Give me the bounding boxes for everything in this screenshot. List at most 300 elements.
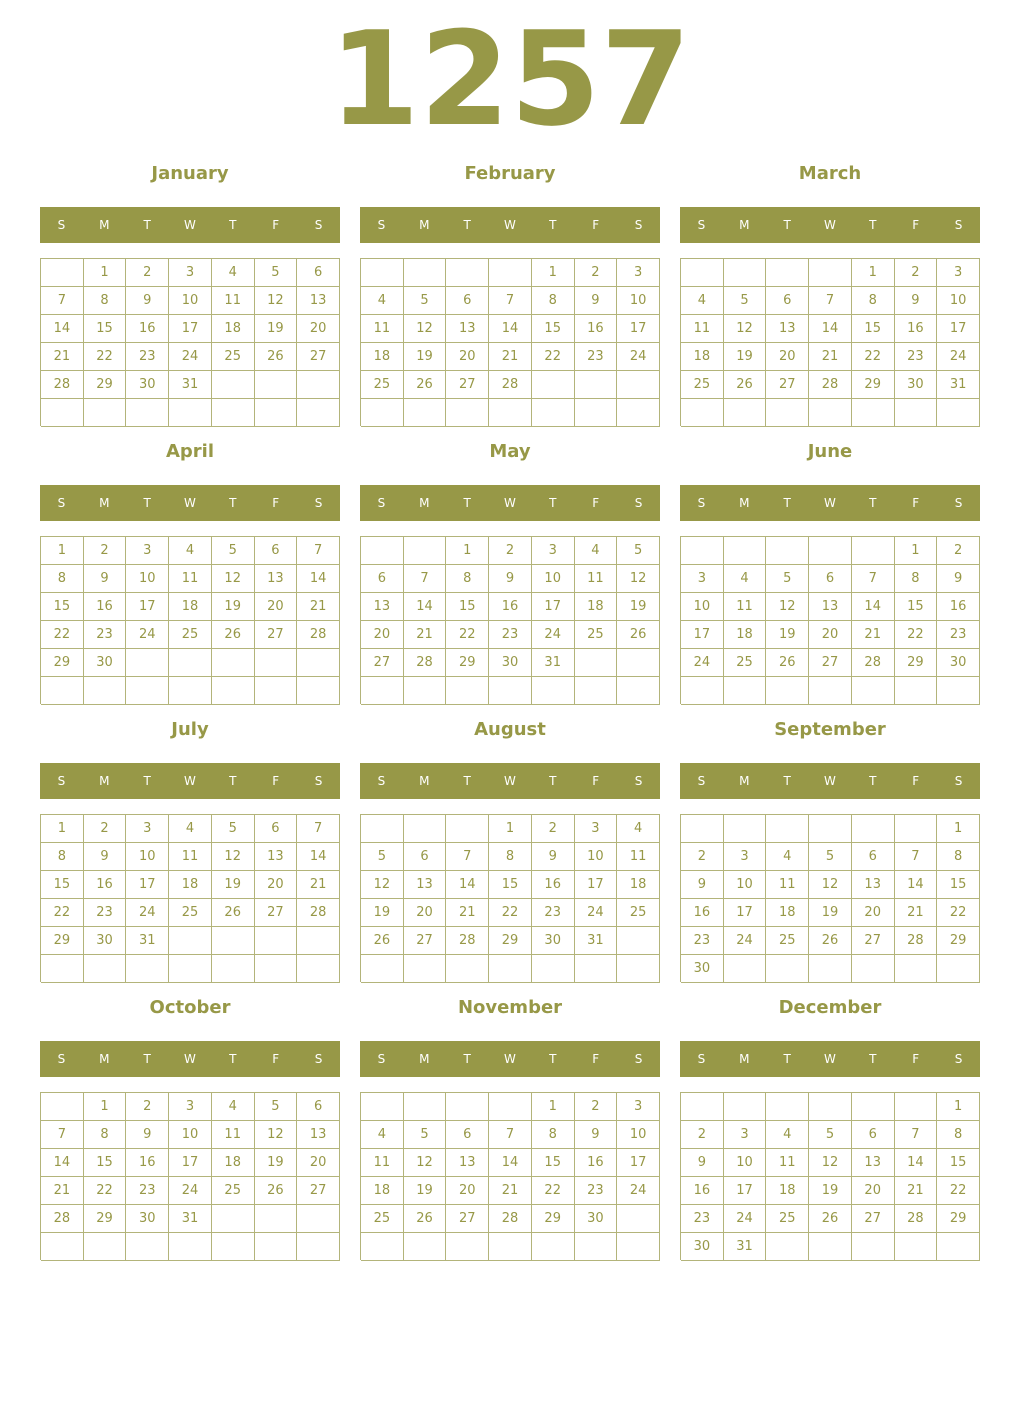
- day-cell: 21: [895, 899, 938, 927]
- day-cell: 20: [297, 315, 340, 343]
- weekday-label: M: [99, 774, 110, 788]
- day-cell: 9: [489, 565, 532, 593]
- weekday-label: T: [229, 1052, 237, 1066]
- day-cell: 3: [126, 537, 169, 565]
- empty-day-cell: [212, 1233, 255, 1261]
- day-cell: 1: [532, 1093, 575, 1121]
- day-cell: 1: [84, 1093, 127, 1121]
- day-cell: 10: [617, 287, 660, 315]
- day-grid: [680, 536, 980, 704]
- day-cell: 13: [766, 315, 809, 343]
- day-cell: 11: [681, 315, 724, 343]
- empty-day-cell: [809, 1233, 852, 1261]
- day-cell: 22: [41, 621, 84, 649]
- day-cell: 21: [489, 1177, 532, 1205]
- day-cell: 10: [532, 565, 575, 593]
- day-cell: 19: [212, 871, 255, 899]
- day-grid: [40, 814, 340, 982]
- day-cell: 5: [809, 1121, 852, 1149]
- day-cell: 5: [404, 287, 447, 315]
- empty-day-cell: [212, 677, 255, 705]
- weekday-label: M: [419, 1052, 430, 1066]
- year-title: 1257: [329, 3, 691, 155]
- weekday-label: S: [377, 1052, 386, 1066]
- empty-day-cell: [724, 1093, 767, 1121]
- day-grid: [360, 1092, 660, 1260]
- empty-day-cell: [489, 1233, 532, 1261]
- day-cell: 3: [724, 843, 767, 871]
- weekday-header: [680, 763, 980, 799]
- day-cell: 15: [937, 1149, 980, 1177]
- day-cell: 21: [489, 343, 532, 371]
- day-cell: 7: [852, 565, 895, 593]
- weekday-label: S: [954, 774, 963, 788]
- day-cell: 19: [212, 593, 255, 621]
- empty-day-cell: [809, 815, 852, 843]
- day-cell: 7: [895, 843, 938, 871]
- empty-day-cell: [766, 955, 809, 983]
- empty-day-cell: [404, 677, 447, 705]
- empty-day-cell: [852, 399, 895, 427]
- weekday-label: W: [184, 218, 196, 232]
- day-cell: 19: [809, 899, 852, 927]
- day-cell: 20: [297, 1149, 340, 1177]
- day-cell: 4: [169, 815, 212, 843]
- weekday-header: [680, 485, 980, 521]
- weekday-label: F: [592, 496, 600, 510]
- day-cell: 16: [575, 1149, 618, 1177]
- empty-day-cell: [212, 927, 255, 955]
- day-cell: 21: [41, 1177, 84, 1205]
- day-cell: 30: [489, 649, 532, 677]
- empty-day-cell: [852, 955, 895, 983]
- day-cell: 26: [404, 371, 447, 399]
- day-cell: 23: [575, 343, 618, 371]
- empty-day-cell: [766, 677, 809, 705]
- day-cell: 11: [361, 315, 404, 343]
- empty-day-cell: [575, 371, 618, 399]
- day-cell: 30: [895, 371, 938, 399]
- day-cell: 24: [937, 343, 980, 371]
- weekday-label: S: [697, 774, 706, 788]
- weekday-label: M: [99, 218, 110, 232]
- day-cell: 22: [532, 1177, 575, 1205]
- month-name: March: [798, 163, 862, 184]
- empty-day-cell: [617, 677, 660, 705]
- day-cell: 1: [41, 537, 84, 565]
- day-cell: 15: [84, 315, 127, 343]
- day-cell: 9: [937, 565, 980, 593]
- day-cell: 30: [532, 927, 575, 955]
- empty-day-cell: [489, 955, 532, 983]
- day-cell: 21: [895, 1177, 938, 1205]
- weekday-label: S: [697, 1052, 706, 1066]
- day-cell: 24: [532, 621, 575, 649]
- day-cell: 9: [895, 287, 938, 315]
- day-cell: 21: [404, 621, 447, 649]
- day-cell: 5: [212, 537, 255, 565]
- day-cell: 1: [532, 259, 575, 287]
- weekday-label: T: [463, 774, 471, 788]
- day-cell: 5: [809, 843, 852, 871]
- day-cell: 10: [724, 1149, 767, 1177]
- day-cell: 17: [169, 315, 212, 343]
- day-cell: 4: [617, 815, 660, 843]
- day-cell: 16: [84, 871, 127, 899]
- empty-day-cell: [617, 1233, 660, 1261]
- empty-day-cell: [617, 1205, 660, 1233]
- day-cell: 30: [681, 955, 724, 983]
- weekday-label: S: [954, 496, 963, 510]
- day-cell: 10: [937, 287, 980, 315]
- day-cell: 7: [404, 565, 447, 593]
- day-cell: 21: [809, 343, 852, 371]
- weekday-label: W: [184, 1052, 196, 1066]
- empty-day-cell: [895, 399, 938, 427]
- day-cell: 5: [255, 1093, 298, 1121]
- day-cell: 6: [404, 843, 447, 871]
- empty-day-cell: [255, 955, 298, 983]
- day-cell: 23: [489, 621, 532, 649]
- day-cell: 29: [84, 1205, 127, 1233]
- day-cell: 24: [617, 1177, 660, 1205]
- day-cell: 30: [126, 371, 169, 399]
- day-cell: 21: [297, 871, 340, 899]
- empty-day-cell: [532, 955, 575, 983]
- day-cell: 9: [126, 287, 169, 315]
- empty-day-cell: [575, 677, 618, 705]
- day-cell: 6: [809, 565, 852, 593]
- day-cell: 19: [404, 343, 447, 371]
- empty-day-cell: [617, 927, 660, 955]
- empty-day-cell: [41, 677, 84, 705]
- empty-day-cell: [84, 1233, 127, 1261]
- day-cell: 3: [575, 815, 618, 843]
- empty-day-cell: [169, 1233, 212, 1261]
- weekday-label: M: [419, 774, 430, 788]
- empty-day-cell: [361, 537, 404, 565]
- day-cell: 15: [937, 871, 980, 899]
- day-cell: 25: [169, 621, 212, 649]
- day-cell: 24: [617, 343, 660, 371]
- day-cell: 23: [575, 1177, 618, 1205]
- day-cell: 10: [169, 1121, 212, 1149]
- day-cell: 13: [361, 593, 404, 621]
- day-cell: 31: [532, 649, 575, 677]
- empty-day-cell: [766, 815, 809, 843]
- empty-day-cell: [575, 649, 618, 677]
- day-cell: 10: [169, 287, 212, 315]
- weekday-label: T: [869, 774, 877, 788]
- day-cell: 22: [84, 1177, 127, 1205]
- day-cell: 13: [297, 1121, 340, 1149]
- day-cell: 1: [937, 815, 980, 843]
- day-cell: 10: [681, 593, 724, 621]
- empty-day-cell: [169, 677, 212, 705]
- day-grid: [40, 1092, 340, 1260]
- day-cell: 23: [126, 343, 169, 371]
- empty-day-cell: [617, 649, 660, 677]
- day-cell: 21: [297, 593, 340, 621]
- weekday-label: T: [783, 496, 791, 510]
- weekday-label: F: [272, 774, 280, 788]
- day-cell: 28: [809, 371, 852, 399]
- day-cell: 16: [489, 593, 532, 621]
- day-cell: 17: [617, 1149, 660, 1177]
- day-cell: 10: [575, 843, 618, 871]
- weekday-label: M: [419, 218, 430, 232]
- day-cell: 29: [41, 649, 84, 677]
- day-cell: 28: [852, 649, 895, 677]
- day-cell: 5: [766, 565, 809, 593]
- weekday-label: S: [634, 218, 643, 232]
- day-cell: 1: [489, 815, 532, 843]
- day-cell: 31: [126, 927, 169, 955]
- day-cell: 2: [575, 1093, 618, 1121]
- day-cell: 12: [809, 871, 852, 899]
- day-cell: 12: [255, 1121, 298, 1149]
- weekday-label: W: [504, 496, 516, 510]
- empty-day-cell: [681, 399, 724, 427]
- day-cell: 16: [895, 315, 938, 343]
- day-cell: 23: [532, 899, 575, 927]
- empty-day-cell: [297, 677, 340, 705]
- day-cell: 24: [169, 343, 212, 371]
- day-cell: 28: [446, 927, 489, 955]
- day-cell: 17: [126, 871, 169, 899]
- month-name: November: [457, 997, 563, 1018]
- day-cell: 22: [937, 1177, 980, 1205]
- day-cell: 3: [937, 259, 980, 287]
- day-cell: 13: [255, 843, 298, 871]
- day-cell: 14: [895, 871, 938, 899]
- month-october: [40, 992, 340, 1270]
- day-cell: 11: [169, 843, 212, 871]
- empty-day-cell: [212, 1205, 255, 1233]
- weekday-label: S: [634, 496, 643, 510]
- weekday-label: W: [504, 218, 516, 232]
- weekday-header: [680, 207, 980, 243]
- empty-day-cell: [724, 259, 767, 287]
- weekday-label: T: [869, 1052, 877, 1066]
- day-cell: 20: [446, 343, 489, 371]
- empty-day-cell: [41, 399, 84, 427]
- day-cell: 29: [895, 649, 938, 677]
- day-cell: 15: [532, 315, 575, 343]
- weekday-label: S: [377, 496, 386, 510]
- weekday-label: T: [143, 496, 151, 510]
- day-cell: 17: [532, 593, 575, 621]
- empty-day-cell: [575, 399, 618, 427]
- weekday-header: [360, 1041, 660, 1077]
- day-cell: 22: [446, 621, 489, 649]
- day-cell: 13: [852, 1149, 895, 1177]
- day-cell: 27: [852, 1205, 895, 1233]
- day-cell: 18: [212, 315, 255, 343]
- day-cell: 7: [446, 843, 489, 871]
- day-cell: 11: [575, 565, 618, 593]
- day-cell: 13: [852, 871, 895, 899]
- day-cell: 21: [852, 621, 895, 649]
- day-cell: 26: [809, 927, 852, 955]
- day-cell: 1: [446, 537, 489, 565]
- month-september: [680, 714, 980, 992]
- day-cell: 26: [809, 1205, 852, 1233]
- empty-day-cell: [809, 1093, 852, 1121]
- day-cell: 13: [446, 1149, 489, 1177]
- month-name: June: [807, 441, 853, 462]
- day-cell: 13: [809, 593, 852, 621]
- weekday-label: T: [783, 218, 791, 232]
- day-cell: 26: [255, 1177, 298, 1205]
- month-name: February: [464, 163, 556, 184]
- day-cell: 9: [84, 565, 127, 593]
- day-cell: 9: [532, 843, 575, 871]
- day-grid: [680, 814, 980, 982]
- day-cell: 24: [681, 649, 724, 677]
- day-cell: 31: [937, 371, 980, 399]
- day-cell: 11: [724, 593, 767, 621]
- weekday-label: F: [592, 1052, 600, 1066]
- empty-day-cell: [297, 955, 340, 983]
- month-november: [360, 992, 660, 1270]
- day-cell: 16: [532, 871, 575, 899]
- day-cell: 28: [297, 899, 340, 927]
- day-cell: 15: [84, 1149, 127, 1177]
- day-cell: 16: [126, 1149, 169, 1177]
- day-cell: 2: [84, 537, 127, 565]
- weekday-label: S: [954, 218, 963, 232]
- day-cell: 15: [41, 871, 84, 899]
- empty-day-cell: [361, 955, 404, 983]
- empty-day-cell: [766, 1233, 809, 1261]
- day-cell: 2: [895, 259, 938, 287]
- empty-day-cell: [681, 1093, 724, 1121]
- day-cell: 12: [617, 565, 660, 593]
- day-cell: 27: [446, 371, 489, 399]
- day-cell: 15: [895, 593, 938, 621]
- empty-day-cell: [255, 649, 298, 677]
- day-cell: 29: [852, 371, 895, 399]
- day-cell: 16: [126, 315, 169, 343]
- weekday-label: S: [634, 1052, 643, 1066]
- empty-day-cell: [532, 399, 575, 427]
- day-cell: 26: [724, 371, 767, 399]
- day-cell: 16: [937, 593, 980, 621]
- day-cell: 11: [617, 843, 660, 871]
- day-cell: 4: [575, 537, 618, 565]
- day-cell: 12: [404, 315, 447, 343]
- empty-day-cell: [169, 927, 212, 955]
- day-cell: 10: [126, 843, 169, 871]
- weekday-label: M: [419, 496, 430, 510]
- day-cell: 14: [852, 593, 895, 621]
- day-cell: 22: [489, 899, 532, 927]
- day-cell: 3: [617, 259, 660, 287]
- day-cell: 17: [126, 593, 169, 621]
- day-cell: 25: [766, 927, 809, 955]
- empty-day-cell: [126, 649, 169, 677]
- weekday-label: S: [697, 218, 706, 232]
- day-cell: 1: [895, 537, 938, 565]
- day-cell: 19: [255, 315, 298, 343]
- day-cell: 19: [361, 899, 404, 927]
- day-cell: 8: [446, 565, 489, 593]
- day-cell: 29: [532, 1205, 575, 1233]
- weekday-label: F: [912, 774, 920, 788]
- day-cell: 21: [41, 343, 84, 371]
- empty-day-cell: [169, 399, 212, 427]
- month-april: [40, 436, 340, 714]
- weekday-header: [360, 485, 660, 521]
- empty-day-cell: [617, 399, 660, 427]
- empty-day-cell: [724, 815, 767, 843]
- weekday-label: S: [57, 496, 66, 510]
- day-cell: 8: [895, 565, 938, 593]
- day-cell: 20: [809, 621, 852, 649]
- empty-day-cell: [212, 649, 255, 677]
- day-cell: 12: [809, 1149, 852, 1177]
- day-cell: 20: [404, 899, 447, 927]
- day-cell: 28: [489, 371, 532, 399]
- day-cell: 2: [84, 815, 127, 843]
- day-cell: 14: [41, 1149, 84, 1177]
- weekday-label: S: [314, 218, 323, 232]
- day-cell: 12: [212, 565, 255, 593]
- weekday-label: M: [99, 1052, 110, 1066]
- empty-day-cell: [404, 815, 447, 843]
- empty-day-cell: [446, 815, 489, 843]
- day-cell: 24: [575, 899, 618, 927]
- weekday-label: F: [272, 218, 280, 232]
- day-cell: 7: [41, 287, 84, 315]
- day-cell: 30: [84, 927, 127, 955]
- day-cell: 13: [446, 315, 489, 343]
- day-cell: 3: [681, 565, 724, 593]
- day-cell: 17: [724, 899, 767, 927]
- weekday-label: S: [377, 218, 386, 232]
- day-cell: 30: [84, 649, 127, 677]
- day-cell: 9: [84, 843, 127, 871]
- weekday-label: F: [912, 496, 920, 510]
- weekday-header: [40, 763, 340, 799]
- empty-day-cell: [766, 1093, 809, 1121]
- empty-day-cell: [937, 1233, 980, 1261]
- month-name: April: [165, 441, 215, 462]
- day-cell: 26: [212, 621, 255, 649]
- day-cell: 23: [84, 621, 127, 649]
- day-cell: 31: [575, 927, 618, 955]
- empty-day-cell: [126, 955, 169, 983]
- day-cell: 8: [532, 1121, 575, 1149]
- day-cell: 27: [361, 649, 404, 677]
- empty-day-cell: [255, 677, 298, 705]
- empty-day-cell: [489, 677, 532, 705]
- day-cell: 2: [681, 843, 724, 871]
- empty-day-cell: [766, 399, 809, 427]
- empty-day-cell: [489, 1093, 532, 1121]
- weekday-label: S: [57, 774, 66, 788]
- day-cell: 1: [84, 259, 127, 287]
- day-cell: 7: [297, 537, 340, 565]
- day-cell: 30: [575, 1205, 618, 1233]
- day-cell: 14: [41, 315, 84, 343]
- empty-day-cell: [297, 1205, 340, 1233]
- day-cell: 17: [575, 871, 618, 899]
- day-cell: 31: [169, 1205, 212, 1233]
- day-cell: 15: [532, 1149, 575, 1177]
- empty-day-cell: [41, 1233, 84, 1261]
